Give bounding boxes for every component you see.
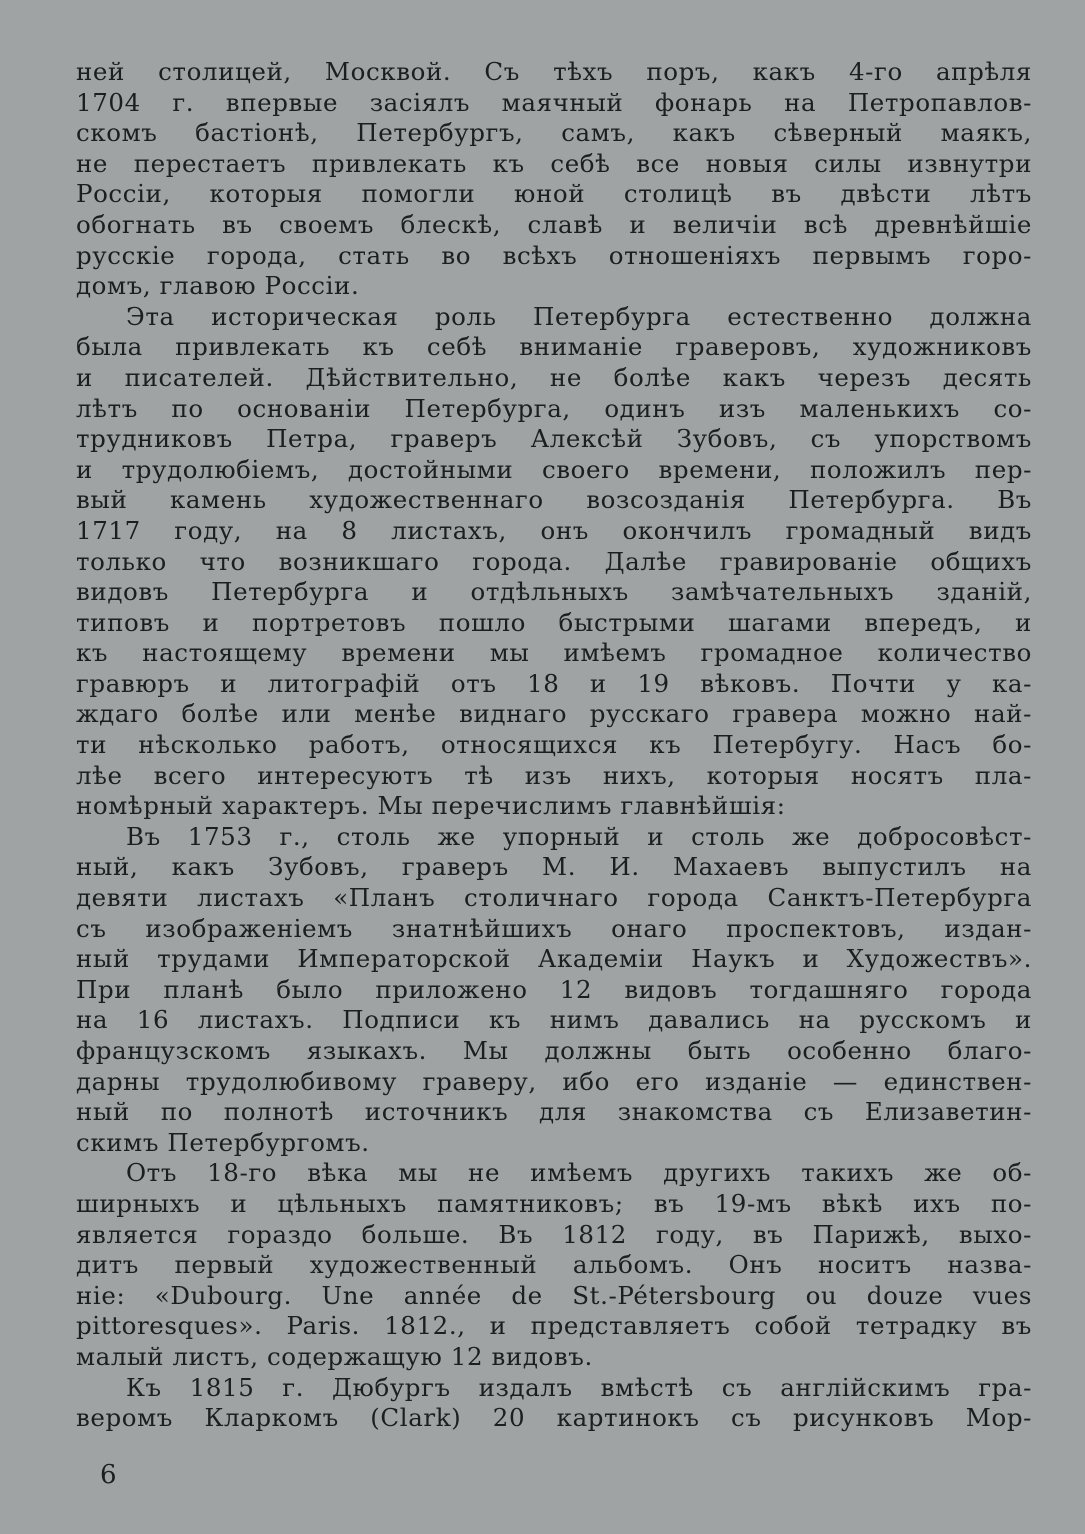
text-line: скимъ Петербургомъ.: [76, 1127, 370, 1157]
text-line: Къ 1815 г. Дюбургъ издалъ вмѣстѣ съ англійскимъ гра-: [126, 1372, 1032, 1402]
text-line: типовъ и портретовъ пошло быстрыми шагами впередъ, и: [76, 607, 1032, 637]
text-line: ный, какъ Зубовъ, граверъ М. И. Махаевъ выпустилъ на: [76, 852, 1032, 882]
text-line: pittoresques». Paris. 1812., и представляетъ собой тетрадку въ: [76, 1311, 1032, 1341]
text-line: ней столицей, Москвой. Съ тѣхъ поръ, какъ 4-го апрѣля: [76, 57, 1032, 86]
text-line: вый камень художественнаго возсозданія Петербурга. Въ: [76, 485, 1032, 515]
text-line: не перестаетъ привлекать къ себѣ все новыя силы извнутри: [76, 148, 1032, 178]
text-line: Отъ 18-го вѣка мы не имѣемъ другихъ такихъ же об-: [126, 1158, 1032, 1188]
text-line: девяти листахъ «Планъ столичнаго города Санктъ-Петербурга: [76, 883, 1032, 913]
text-line: 1704 г. впервые засіялъ маячный фонарь на Петропавлов-: [76, 87, 1032, 117]
text-line: домъ, главою Россіи.: [76, 271, 360, 301]
text-line: малый листъ, содержащую 12 видовъ.: [76, 1341, 593, 1371]
body-text: [76, 57, 1032, 1434]
text-line: дитъ первый художественный альбомъ. Онъ носитъ назва-: [76, 1250, 1032, 1280]
text-line: номѣрный характеръ. Мы перечислимъ главнѣйшія:: [76, 791, 786, 821]
page-number: 6: [100, 1460, 117, 1490]
text-line: лѣе всего интересуютъ тѣ изъ нихъ, которыя носятъ пла-: [76, 760, 1032, 790]
text-line: скомъ бастіонѣ, Петербургъ, самъ, какъ сѣверный маякъ,: [76, 118, 1032, 148]
text-line: съ изображеніемъ знатнѣйшихъ онаго проспектовъ, издан-: [76, 913, 1032, 943]
text-line: и трудолюбіемъ, достойными своего времени, положилъ пер-: [76, 454, 1032, 484]
text-line: ніе: «Dubourg. Une année de St.-Pétersbourg ou douze vues: [76, 1280, 1032, 1310]
text-line: ный трудами Императорской Академіи Наукъ и Художествъ».: [76, 944, 1032, 974]
text-line: Въ 1753 г., столь же упорный и столь же добросовѣст-: [126, 821, 1032, 851]
text-line: французскомъ языкахъ. Мы должны быть особенно благо-: [76, 1036, 1032, 1065]
text-line: русскіе города, стать во всѣхъ отношеніяхъ первымъ горо-: [76, 240, 1032, 270]
text-line: была привлекать къ себѣ вниманіе граверовъ, художниковъ: [76, 332, 1032, 362]
text-line: лѣтъ по основаніи Петербурга, одинъ изъ маленькихъ со-: [76, 393, 1032, 423]
paragraph: [76, 302, 1032, 822]
text-line: При планѣ было приложено 12 видовъ тогдашняго города: [76, 974, 1032, 1004]
paragraph: [76, 822, 1032, 1159]
text-line: является гораздо больше. Въ 1812 году, въ Парижѣ, выхо-: [76, 1219, 1032, 1249]
text-line: къ настоящему времени мы имѣемъ громадное количество: [76, 638, 1032, 668]
text-line: ждаго болѣе или менѣе виднаго русскаго гравера можно най-: [76, 699, 1032, 729]
paragraph: [76, 1373, 1032, 1434]
text-line: гравюръ и литографій отъ 18 и 19 вѣковъ. Почти у ка-: [76, 668, 1032, 698]
text-line: 1717 году, на 8 листахъ, онъ окончилъ громадный видъ: [76, 515, 1032, 545]
text-line: веромъ Кларкомъ (Clark) 20 картинокъ съ рисунковъ Мор-: [76, 1403, 1032, 1433]
text-line: только что возникшаго города. Далѣе гравированіе общихъ: [76, 546, 1032, 576]
text-line: и писателей. Дѣйствительно, не болѣе какъ черезъ десять: [76, 362, 1032, 392]
text-line: ширныхъ и цѣльныхъ памятниковъ; въ 19-мъ вѣкѣ ихъ по-: [76, 1188, 1032, 1218]
text-line: обогнать въ своемъ блескѣ, славѣ и величіи всѣ древнѣйшіе: [76, 209, 1032, 239]
text-line: трудниковъ Петра, граверъ Алексѣй Зубовъ, съ упорствомъ: [76, 424, 1032, 454]
paragraph: [76, 57, 1032, 302]
text-line: ти нѣсколько работъ, относящихся къ Петербугу. Насъ бо-: [76, 730, 1032, 760]
text-line: Эта историческая роль Петербурга естественно должна: [126, 301, 1032, 331]
paragraph: [76, 1158, 1032, 1372]
text-line: Россіи, которыя помогли юной столицѣ въ двѣсти лѣтъ: [76, 179, 1032, 209]
text-line: видовъ Петербурга и отдѣльныхъ замѣчательныхъ зданій,: [76, 577, 1032, 607]
text-line: на 16 листахъ. Подписи къ нимъ давались на русскомъ и: [76, 1005, 1032, 1035]
text-line: дарны трудолюбивому граверу, ибо его изданіе — единствен-: [76, 1066, 1032, 1096]
text-line: ный по полнотѣ источникъ для знакомства съ Елизаветин-: [76, 1097, 1032, 1127]
